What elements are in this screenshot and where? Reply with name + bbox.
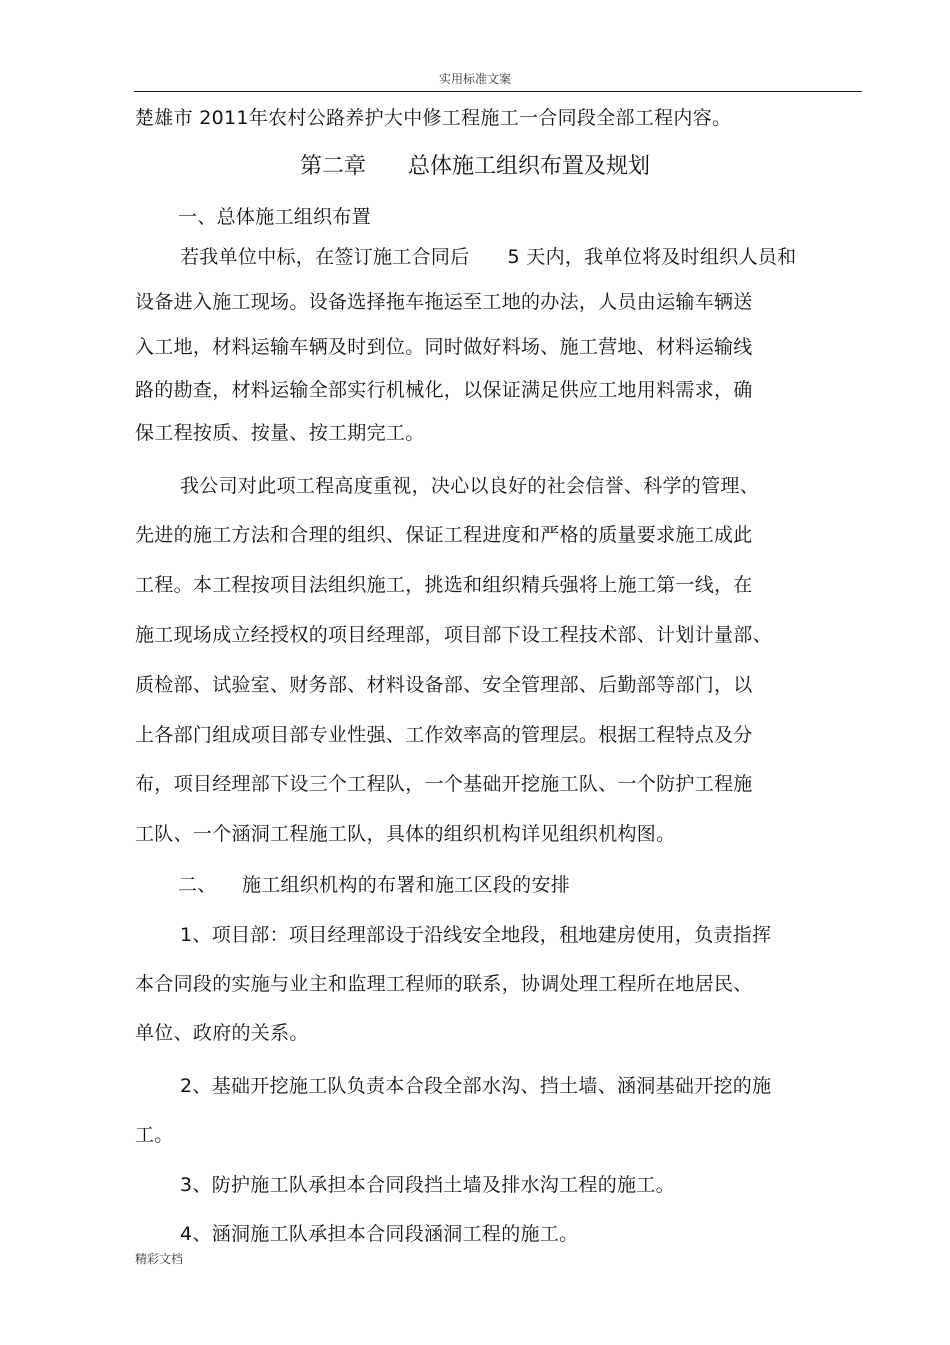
page-footer: 精彩文档 [135, 1252, 184, 1266]
section2-heading: 二、 施工组织机构的布署和施工区段的安排 [178, 874, 571, 896]
section1-para2-line: 上各部门组成项目部专业性强、工作效率高的管理层。根据工程特点及分 [135, 724, 753, 746]
section1-para2-line: 布，项目经理部下设三个工程队，一个基础开挖施工队、一个防护工程施 [135, 773, 753, 795]
section1-para2-line: 我公司对此项工程高度重视，决心以良好的社会信誉、科学的管理、 [180, 475, 760, 497]
section1-para1-line: 保工程按质、按量、按工期完工。 [135, 422, 425, 444]
section2-item4: 4、涵洞施工队承担本合同段涵洞工程的施工。 [180, 1223, 579, 1245]
section1-para1-line: 入工地，材料运输车辆及时到位。同时做好料场、施工营地、材料运输线 [135, 336, 753, 358]
section1-heading: 一、总体施工组织布置 [178, 206, 372, 228]
section2-item1-line: 本合同段的实施与业主和监理工程师的联系，协调处理工程所在地居民、 [135, 973, 753, 995]
header-divider [134, 91, 862, 92]
section1-para2-line: 工程。本工程按项目法组织施工，挑选和组织精兵强将上施工第一线，在 [135, 574, 753, 596]
section1-para1-line: 路的勘查，材料运输全部实行机械化，以保证满足供应工地用料需求，确 [135, 379, 753, 401]
page-header: 实用标准文案 [438, 72, 511, 86]
section2-item3: 3、防护施工队承担本合同段挡土墙及排水沟工程的施工。 [180, 1174, 675, 1196]
intro-line: 楚雄市 2011年农村公路养护大中修工程施工一合同段全部工程内容。 [135, 107, 732, 129]
section1-para2-line: 质检部、试验室、财务部、材料设备部、安全管理部、后勤部等部门，以 [135, 674, 753, 696]
section1-para2-line: 先进的施工方法和合理的组织、保证工程进度和严格的质量要求施工成此 [135, 524, 753, 546]
section2-item2-line: 工。 [135, 1124, 174, 1146]
section2-item1-line: 单位、政府的关系。 [135, 1022, 309, 1044]
chapter-title: 第二章 总体施工组织布置及规划 [300, 154, 650, 179]
section1-para1-line: 若我单位中标，在签订施工合同后 5 天内，我单位将及时组织人员和 [180, 246, 797, 268]
section1-para1-line: 设备进入施工现场。设备选择拖车拖运至工地的办法，人员由运输车辆送 [135, 291, 753, 313]
section1-para2-line: 施工现场成立经授权的项目经理部，项目部下设工程技术部、计划计量部、 [135, 624, 772, 646]
section2-item2-line: 2、基础开挖施工队负责本合段全部水沟、挡土墙、涵洞基础开挖的施 [180, 1075, 772, 1097]
section2-item1-line: 1、项目部：项目经理部设于沿线安全地段，租地建房使用，负责指挥 [180, 924, 772, 946]
section1-para2-line: 工队、一个涵洞工程施工队，具体的组织机构详见组织机构图。 [135, 823, 676, 845]
